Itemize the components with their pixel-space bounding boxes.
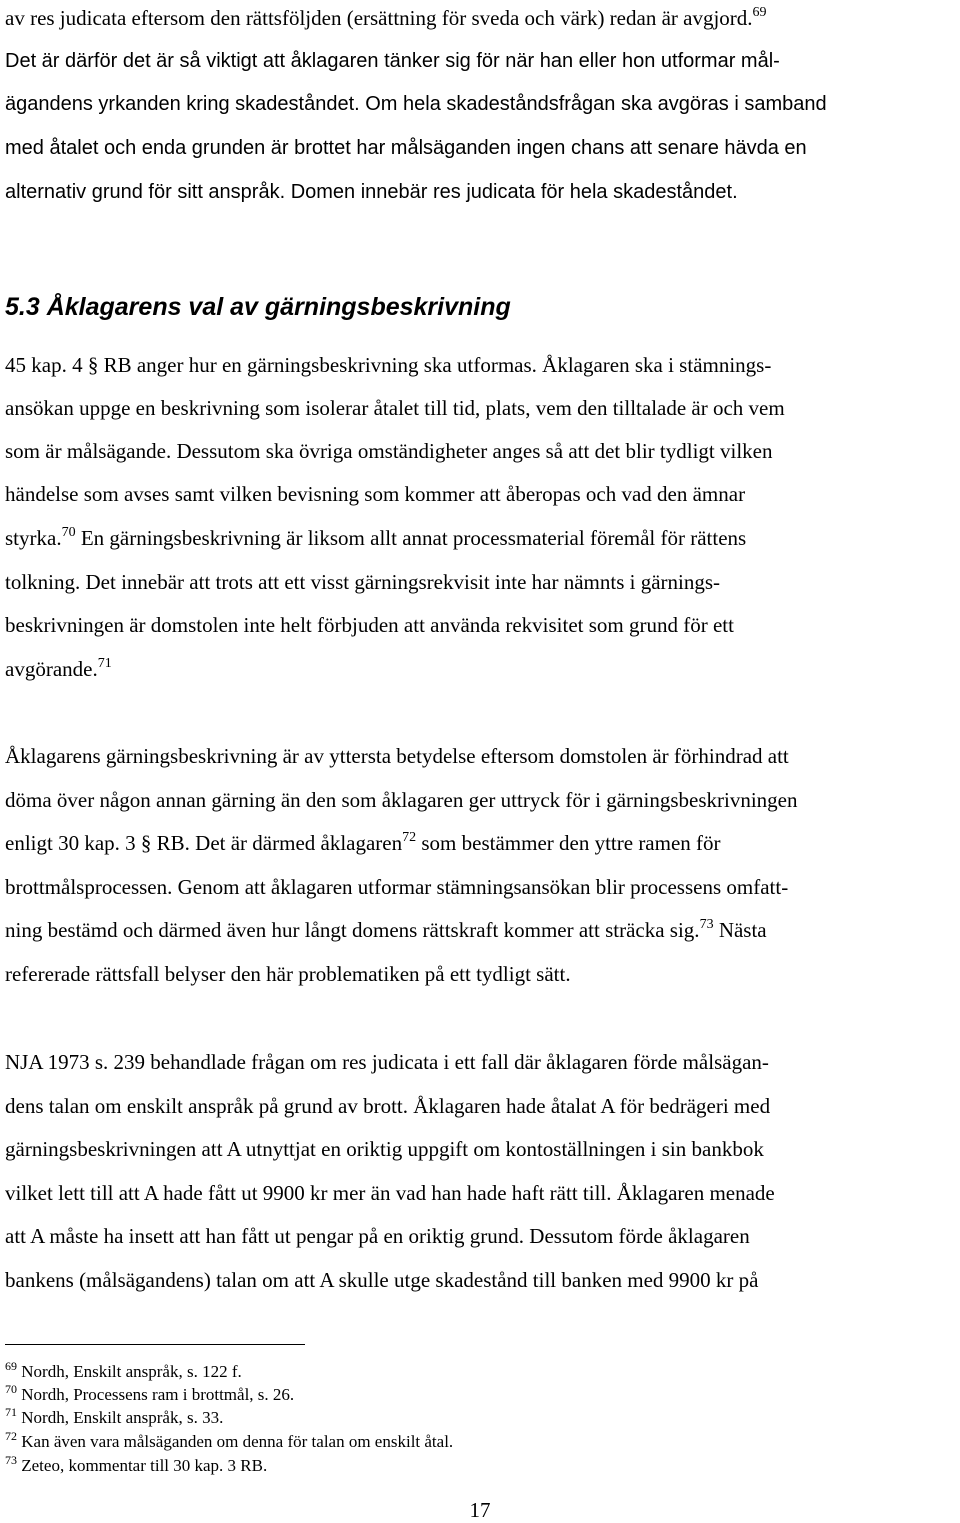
- body-line: enligt 30 kap. 3 § RB. Det är därmed åklagaren$^{72}$ som bestämmer den yttre ramen för: [5, 830, 721, 855]
- body-line: beskrivningen är domstolen inte helt förbjuden att använda rekvisitet som grund för ett: [5, 613, 734, 637]
- footnote-ref: 69: [752, 5, 767, 20]
- body-line: Åklagarens gärningsbeskrivning är av yttersta betydelse eftersom domstolen är förhindrad att: [5, 744, 789, 768]
- body-line: NJA 1973 s. 239 behandlade frågan om res judicata i ett fall där åklagaren förde målsägan-: [5, 1050, 769, 1074]
- body-line: avgörande.$^{71}$: [5, 656, 112, 681]
- body-line: av res judicata eftersom den rättsföljden (ersättning för sveda och värk) redan är avgjord.$^{69}$: [5, 5, 767, 30]
- body-line: dens talan om enskilt anspråk på grund av brott. Åklagaren hade åtalat A för bedrägeri med: [5, 1094, 771, 1118]
- footnote-number: 70: [5, 1382, 17, 1396]
- section-heading: 5.3 Åklagarens val av gärningsbeskrivning: [5, 293, 511, 321]
- body-line: döma över någon annan gärning än den som åklagaren ger uttryck för i gärningsbeskrivningen: [5, 788, 798, 812]
- footnote-ref: 71: [97, 656, 112, 671]
- body-line: att A måste ha insett att han fått ut pengar på en oriktig grund. Dessutom förde åklagaren: [5, 1224, 750, 1248]
- page-number: 17: [469, 1498, 491, 1522]
- body-line: bankens (målsägandens) talan om att A skulle utge skadestånd till banken med 9900 kr på: [5, 1268, 759, 1292]
- footnote: $^{69}$ Nordh, Enskilt anspråk, s. 122 f.: [5, 1359, 242, 1381]
- footnote-number: 69: [5, 1359, 17, 1373]
- footnote-ref: 70: [61, 525, 76, 540]
- footnote: $^{72}$ Kan även vara målsäganden om denna för talan om enskilt åtal.: [5, 1429, 454, 1451]
- body-line: vilket lett till att A hade fått ut 9900 kr mer än vad han hade haft rätt till. Åklagaren menade: [5, 1181, 775, 1205]
- body-line: refererade rättsfall belyser den här problematiken på ett tydligt sätt.: [5, 962, 571, 986]
- footnote-ref: 73: [699, 917, 714, 932]
- body-line: som är målsägande. Dessutom ska övriga omständigheter anges så att det blir tydligt vilken: [5, 439, 773, 463]
- body-line: alternativ grund för sitt anspråk. Domen innebär res judicata för hela skadeståndet.: [5, 181, 738, 203]
- footnote: $^{70}$ Nordh, Processens ram i brottmål, s. 26.: [5, 1382, 295, 1404]
- body-line: styrka.$^{70}$ En gärningsbeskrivning är liksom allt annat processmaterial föremål för rättens: [5, 525, 747, 550]
- body-line: gärningsbeskrivningen att A utnyttjat en oriktig uppgift om kontoställningen i sin bankbok: [5, 1137, 764, 1161]
- body-line: Det är därför det är så viktigt att åklagaren tänker sig för när han eller hon utformar mål-: [5, 50, 780, 72]
- body-line: ansökan uppge en beskrivning som isolerar åtalet till tid, plats, vem den tilltalade är och vem: [5, 396, 785, 420]
- footnote: $^{73}$ Zeteo, kommentar till 30 kap. 3 RB.: [5, 1453, 268, 1475]
- footnote-ref: 72: [402, 830, 417, 845]
- body-line: tolkning. Det innebär att trots att ett visst gärningsrekvisit inte har nämnts i gärnings-: [5, 570, 721, 594]
- body-line: brottmålsprocessen. Genom att åklagaren utformar stämningsansökan blir processens omfatt-: [5, 875, 789, 899]
- body-line: ägandens yrkanden kring skadeståndet. Om hela skadeståndsfrågan ska avgöras i samband: [5, 93, 827, 115]
- body-line: händelse som avses samt vilken bevisning som kommer att åberopas och vad den ämnar: [5, 482, 746, 506]
- footnote: $^{71}$ Nordh, Enskilt anspråk, s. 33.: [5, 1405, 224, 1427]
- footnote-number: 71: [5, 1405, 17, 1419]
- footnote-number: 72: [5, 1429, 17, 1443]
- footnote-number: 73: [5, 1453, 17, 1467]
- body-line: 45 kap. 4 § RB anger hur en gärningsbeskrivning ska utformas. Åklagaren ska i stämnings-: [5, 353, 772, 377]
- footnote-separator: [5, 1344, 305, 1345]
- body-line: med åtalet och enda grunden är brottet har målsäganden ingen chans att senare hävda en: [5, 137, 807, 159]
- body-line: ning bestämd och därmed även hur långt domens rättskraft kommer att sträcka sig.$^{73}$ Nästa: [5, 917, 767, 942]
